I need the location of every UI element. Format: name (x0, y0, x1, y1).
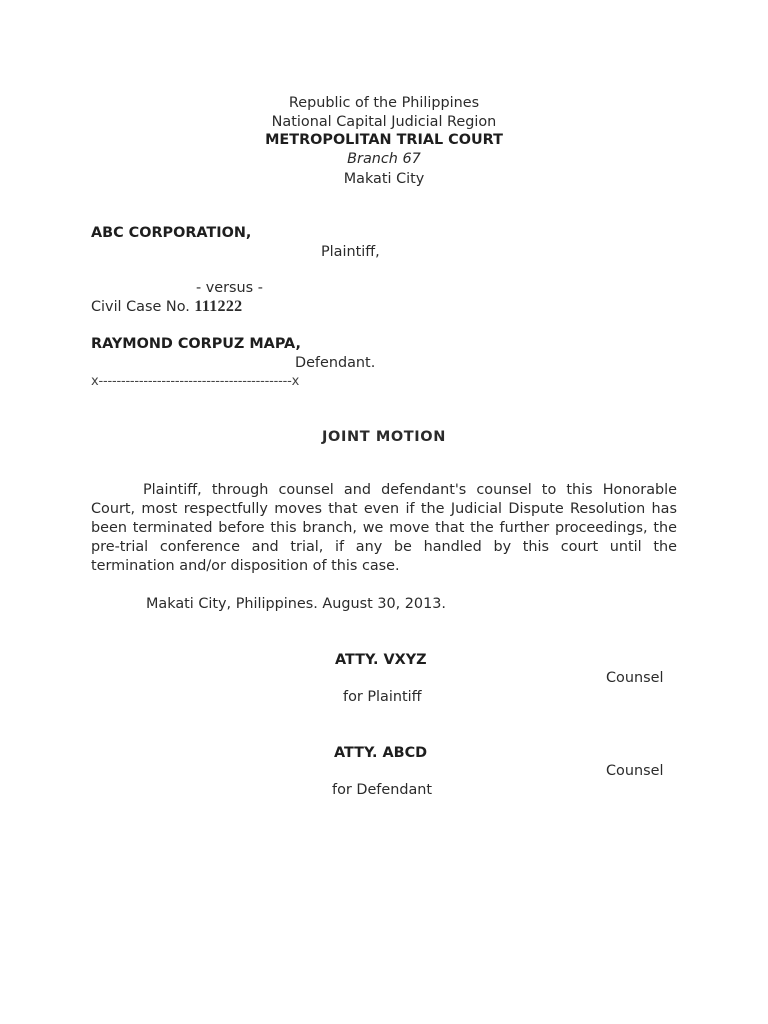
caption-branch: Branch 67 (347, 151, 421, 167)
caption-country: Republic of the Philippines (288, 95, 480, 111)
caption-divider: x-------------------------------------------x (91, 374, 300, 389)
motion-title: JOINT MOTION (322, 429, 446, 445)
case-number: 111222 (194, 298, 243, 315)
case-label: Civil Case No. (91, 299, 190, 315)
signatory-name-defendant: ATTY. ABCD (334, 745, 428, 761)
plaintiff-name: ABC CORPORATION, (91, 225, 252, 241)
motion-body: Plaintiff, through counsel and defendant's counsel to this Honorable Court, most respectfully moves that even if the Judicial Dispute Resolution has been terminated before this branch, we move that the further proceedings, the pre-trial conference and trial, if any be handled by this court until the termination and/or disposition of this case. (91, 482, 677, 574)
dateline: Makati City, Philippines. August 30, 2013. (146, 596, 446, 612)
signatory-title-plaintiff: Counsel (606, 670, 664, 686)
defendant-role: Defendant. (295, 355, 376, 371)
caption-city: Makati City (343, 171, 425, 187)
signatory-title-defendant: Counsel (606, 763, 664, 779)
plaintiff-role: Plaintiff, (321, 244, 380, 260)
caption-court: METROPOLITAN TRIAL COURT (265, 132, 503, 148)
versus-label: - versus - (196, 280, 263, 296)
case-number-line (91, 297, 242, 317)
signatory-for-defendant: for Defendant (332, 782, 433, 798)
caption-region: National Capital Judicial Region (271, 114, 497, 130)
signatory-name-plaintiff: ATTY. VXYZ (335, 652, 427, 668)
defendant-name: RAYMOND CORPUZ MAPA, (91, 336, 301, 352)
signatory-for-plaintiff: for Plaintiff (343, 689, 422, 705)
